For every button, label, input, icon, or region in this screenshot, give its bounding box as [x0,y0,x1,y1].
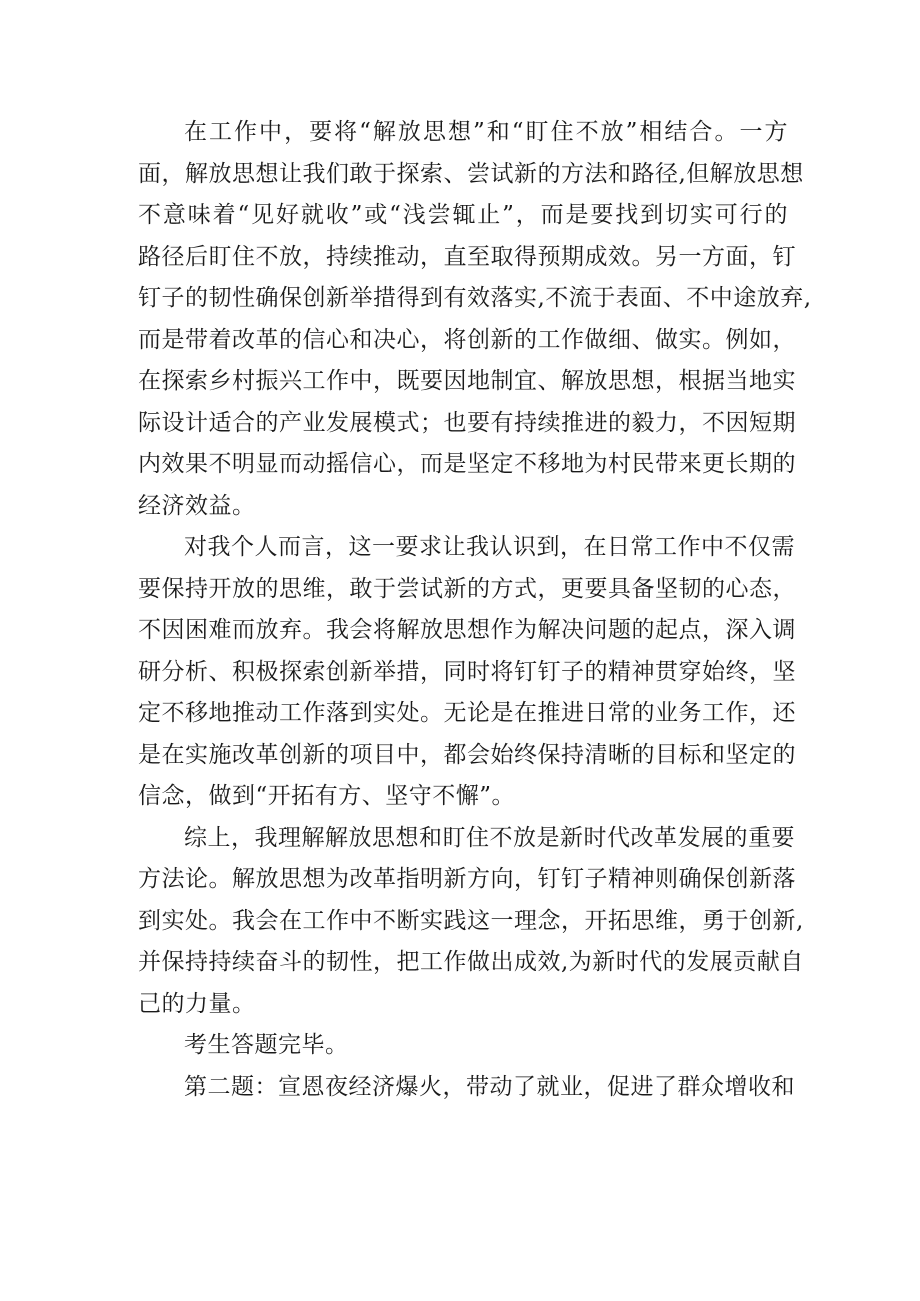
paragraph-summary [138,818,804,1026]
paragraph-question-two [138,1067,795,1109]
text-line: 不意味着“见好就收”或“浅尝辄止”，而是要找到切实可行的 [138,202,788,228]
text-line: 是在实施改革创新的项目中，都会始终保持清晰的目标和坚定的 [138,741,796,768]
text-line: 在工作中，要将“解放思想”和“盯住不放”相结合。一方 [184,119,788,145]
text-line: 在探索乡村振兴工作中，既要因地制宜、解放思想，根据当地实 [138,368,796,394]
text-line: 己的力量。 [138,990,256,1017]
text-line: 际设计适合的产业发展模式；也要有持续推进的毅力，不因短期 [138,409,796,436]
text-line: 到实处。我会在工作中不断实践这一理念，开拓思维，勇于创新, [138,907,804,934]
text-line: 而是带着改革的信心和决心，将创新的工作做细、做实。例如， [138,326,796,353]
text-line: 对我个人而言，这一要求让我认识到，在日常工作中不仅需 [184,534,795,560]
text-line: 信念，做到“开拓有方、坚守不懈”。 [138,783,516,809]
text-line: 考生答题完毕。 [184,1032,349,1058]
text-line: 路径后盯住不放，持续推动，直至取得预期成效。另一方面，钉 [138,243,796,270]
text-line: 第二题：宣恩夜经济爆火，带动了就业，促进了群众增收和 [184,1073,795,1100]
text-line: 要保持开放的思维，敢于尝试新的方式，更要具备坚韧的心态， [138,575,796,602]
text-line: 定不移地推动工作落到实处。无论是在推进日常的业务工作，还 [138,700,796,726]
text-line: 内效果不明显而动摇信心，而是坚定不移地为村民带来更长期的 [138,451,796,477]
text-line: 不因困难而放弃。我会将解放思想作为解决问题的起点，深入调 [138,617,796,643]
text-line: 研分析、积极探索创新举措，同时将钉钉子的精神贯穿始终，坚 [138,658,796,685]
paragraph-finished [138,1025,788,1067]
text-line: 并保持持续奋斗的韧性，把工作做出成效,为新时代的发展贡献自 [138,949,804,975]
text-line: 方法论。解放思想为改革指明新方向，钉钉子精神则确保创新落 [138,866,796,892]
text-line: 综上，我理解解放思想和盯住不放是新时代改革发展的重要 [184,824,795,851]
paragraph-integration [138,112,812,527]
document-body [138,112,812,1108]
text-line: 经济效益。 [138,492,256,519]
text-line: 钉子的韧性确保创新举措得到有效落实,不流于表面、不中途放弃, [138,285,812,311]
text-line: 面，解放思想让我们敢于探索、尝试新的方法和路径,但解放思想 [138,160,804,187]
paragraph-personal [138,527,796,818]
